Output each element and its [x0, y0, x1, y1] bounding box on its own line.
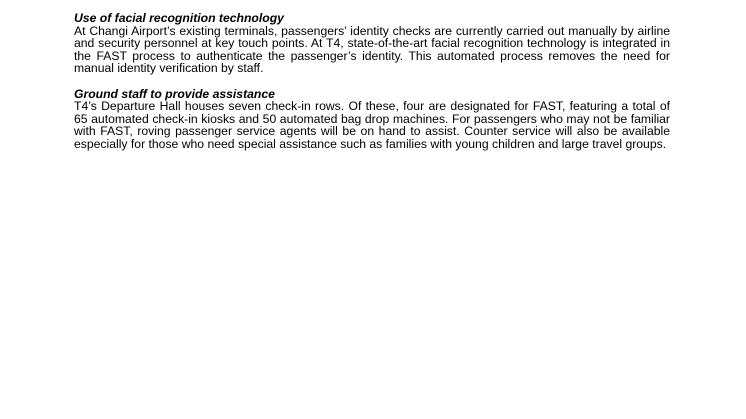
section-heading: Use of facial recognition technology: [74, 11, 284, 25]
section-heading: Ground staff to provide assistance: [74, 86, 275, 101]
document-page: [74, 12, 670, 163]
section-facial-recognition: [74, 12, 670, 75]
section-ground-staff: [74, 88, 670, 151]
section-body: T4’s Departure Hall houses seven check-in rows. Of these, four are designated for FAST, featuring a total of 65 automated check-in kiosks and 50 automated bag drop machines. For passengers who may not be familiar with FAST, roving passenger service agents will be on hand to assist. Counter service will also be available especially for those who need special assistance such as families with young children and large travel groups.: [74, 99, 670, 151]
section-body: At Changi Airport’s existing terminals, passengers’ identity checks are currently carried out manually by airline and security personnel at key touch points. At T4, state-of-the-art facial recognition technology is integrated in the FAST process to authenticate the passenger’s identity. This automated process removes the need for manual identity verification by staff.: [74, 23, 670, 76]
